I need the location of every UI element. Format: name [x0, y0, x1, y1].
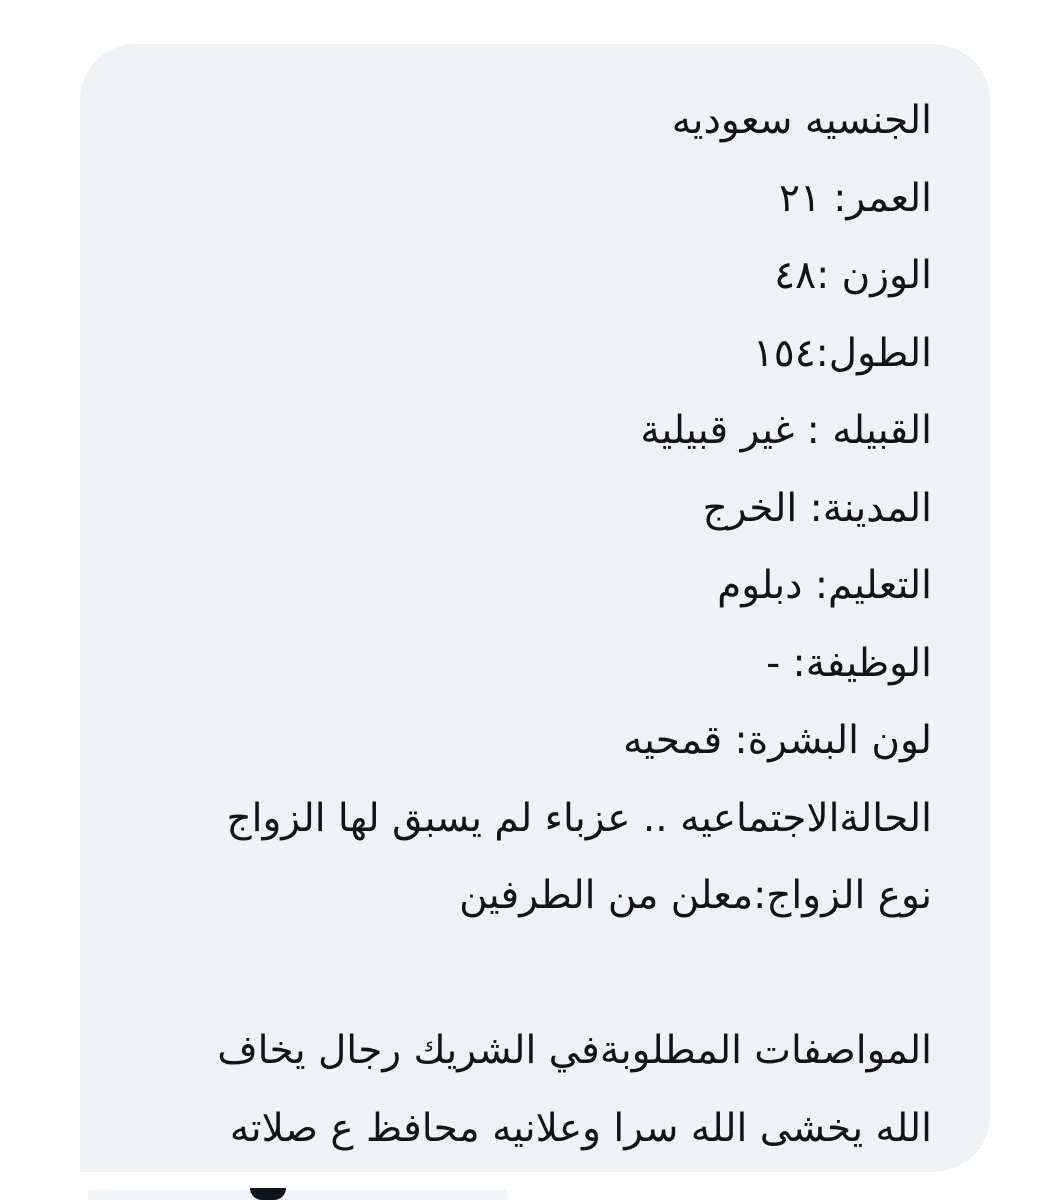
message-line-marital-status: الحالةالاجتماعيه .. عزباء لم يسبق لها الزواج	[226, 795, 932, 841]
next-message-edge	[88, 1190, 508, 1200]
message-line-job: الوظيفة: -	[766, 640, 932, 686]
message-line-city: المدينة: الخرج	[702, 485, 932, 531]
message-line-tribe: القبيله : غير قبيلية	[640, 408, 932, 453]
message-line-weight: الوزن :٤٨	[774, 253, 932, 298]
message-line-nationality: الجنسيه سعوديه	[671, 98, 932, 143]
message-bubble[interactable]	[80, 44, 990, 1172]
message-paragraph-line: الله يخشى الله سرا وعلانيه محافظ ع صلاته	[229, 1105, 932, 1151]
message-line-height: الطول:١٥٤	[752, 330, 932, 376]
message-blank-line	[140, 935, 932, 1013]
message-paragraph-line: المواصفات المطلوبةفي الشريك رجال يخاف	[217, 1028, 932, 1073]
message-line-age: العمر: ٢١	[778, 175, 932, 221]
message-line-education: التعليم: دبلوم	[717, 563, 932, 608]
message-line-marriage-type: نوع الزواج:معلن من الطرفين	[459, 873, 932, 918]
message-line-skin-color: لون البشرة: قمحيه	[623, 718, 932, 763]
